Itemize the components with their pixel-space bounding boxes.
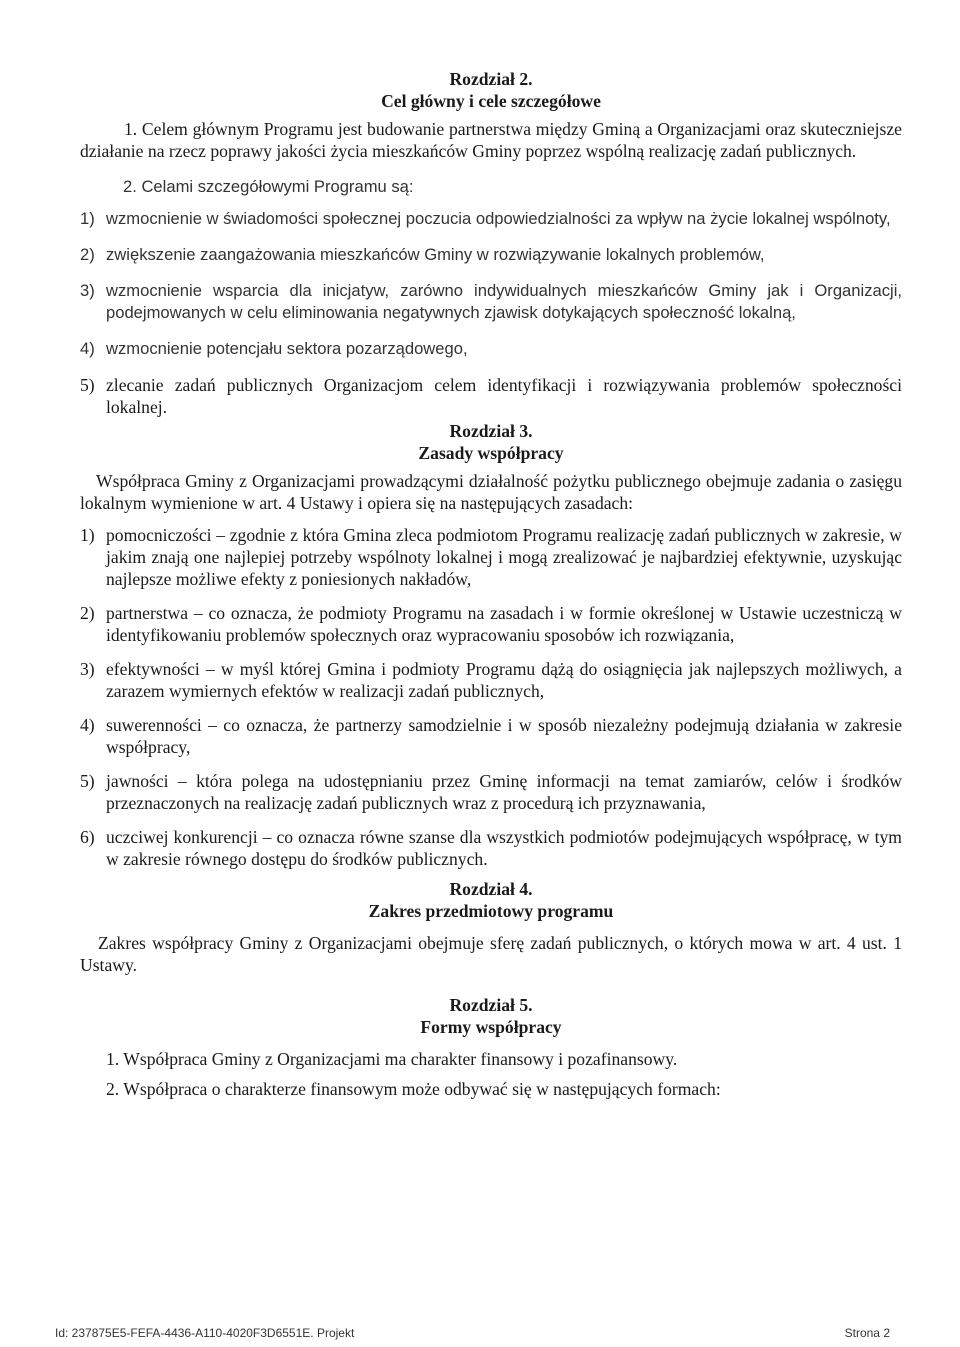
chapter-2-goals-list <box>80 208 902 418</box>
chapter-2-paragraph-1: 1. Celem głównym Programu jest budowanie partnerstwa między Gminą a Organizacjami oraz skuteczniejsze działanie na rzecz poprawy jakości życia mieszkańców Gminy poprzez wspólną realizację zadań publicznych. <box>80 119 902 161</box>
list-item-number: 3) <box>80 659 95 679</box>
list-item <box>80 374 902 418</box>
chapter-2-number: Rozdział 2. <box>449 69 533 89</box>
list-item-text: wzmocnienie w świadomości społecznej poczucia odpowiedzialności za wpływ na życie lokalnej wspólnoty, <box>106 209 891 228</box>
chapter-3-number: Rozdział 3. <box>449 421 533 441</box>
list-item-text: pomocniczości – zgodnie z która Gmina zleca podmiotom Programu realizację zadań publicznych w zakresie, w jakim znają one najlepiej potrzeby wspólnoty lokalnej i mogą zrealizować je najbardziej efektywnie, uzyskując najlepsze możliwe efekty z poniesionych nakładów, <box>106 525 902 589</box>
list-item-number: 2) <box>80 603 95 623</box>
chapter-2-heading <box>80 68 902 112</box>
list-item-number: 6) <box>80 827 95 847</box>
chapter-4-paragraph: Zakres współpracy Gminy z Organizacjami obejmuje sferę zadań publicznych, o których mowa w art. 4 ust. 1 Ustawy. <box>80 933 902 975</box>
list-item-number: 5) <box>80 771 95 791</box>
list-item-number: 4) <box>80 339 95 358</box>
list-item <box>80 770 902 814</box>
chapter-5-heading <box>80 994 902 1038</box>
list-item-text: partnerstwa – co oznacza, że podmioty Programu na zasadach i w formie określonej w Ustawie uczestniczą w identyfikowaniu problemów społecznych oraz wypracowaniu sposobów ich rozwiązania, <box>106 603 902 645</box>
chapter-3-title: Zasady współpracy <box>418 443 564 463</box>
list-item-text: zlecanie zadań publicznych Organizacjom celem identyfikacji i rozwiązywania problemów społeczności lokalnej. <box>106 375 902 417</box>
list-item-number: 1) <box>80 209 95 228</box>
chapter-5-number: Rozdział 5. <box>449 995 533 1015</box>
list-item <box>80 208 902 230</box>
list-item-text: zwiększenie zaangażowania mieszkańców Gminy w rozwiązywanie lokalnych problemów, <box>106 245 765 264</box>
list-item <box>80 826 902 870</box>
list-item-text: uczciwej konkurencji – co oznacza równe szanse dla wszystkich podmiotów podejmujących współpracę, w tym w zakresie równego dostępu do środków publicznych. <box>106 827 902 869</box>
list-item-text: wzmocnienie potencjału sektora pozarządowego, <box>106 339 468 358</box>
chapter-3-principles-list <box>80 524 902 870</box>
list-item-number: 1) <box>80 525 95 545</box>
list-item-text: jawności – która polega na udostępnianiu przez Gminę informacji na temat zamiarów, celów i środków przeznaczonych na realizację zadań publicznych wraz z procedurą ich przyznawania, <box>106 771 902 813</box>
list-item <box>80 602 902 646</box>
chapter-4-title: Zakres przedmiotowy programu <box>368 901 614 921</box>
document-body <box>80 68 902 1100</box>
chapter-4-number: Rozdział 4. <box>449 879 533 899</box>
chapter-5-paragraph-2: 2. Współpraca o charakterze finansowym może odbywać się w następujących formach: <box>106 1079 721 1099</box>
list-item-number: 2) <box>80 245 95 264</box>
list-item <box>80 280 902 324</box>
document-id: Id: 237875E5-FEFA-4436-A110-4020F3D6551E. Projekt <box>55 1326 355 1340</box>
list-item-text: wzmocnienie wsparcia dla inicjatyw, zarówno indywidualnych mieszkańców Gminy jak i Organizacji, podejmowanych w celu eliminowania negatywnych zjawisk dotykających społeczność lokalną, <box>106 281 902 322</box>
list-item <box>80 244 902 266</box>
chapter-5-paragraph-1: 1. Współpraca Gminy z Organizacjami ma charakter finansowy i pozafinansowy. <box>106 1049 678 1069</box>
page-number: Strona 2 <box>844 1326 890 1340</box>
list-item-text: efektywności – w myśl której Gmina i podmioty Programu dążą do osiągnięcia jak najlepszych możliwych, a zarazem wymiernych efektów w realizacji zadań publicznych, <box>106 659 902 701</box>
chapter-5-title: Formy współpracy <box>420 1017 562 1037</box>
list-item <box>80 714 902 758</box>
list-item <box>80 524 902 590</box>
list-item-text: suwerenności – co oznacza, że partnerzy samodzielnie i w sposób niezależny podejmują działania w zakresie współpracy, <box>106 715 902 757</box>
list-item-number: 4) <box>80 715 95 735</box>
chapter-3-intro: Współpraca Gminy z Organizacjami prowadzącymi działalność pożytku publicznego obejmuje zadania o zasięgu lokalnym wymienione w art. 4 Ustawy i opiera się na następujących zasadach: <box>80 471 902 513</box>
chapter-2-title: Cel główny i cele szczegółowe <box>381 91 601 111</box>
list-item-number: 5) <box>80 375 95 395</box>
list-item <box>80 338 902 360</box>
chapter-2-paragraph-2: 2. Celami szczegółowymi Programu są: <box>123 177 414 196</box>
list-item <box>80 658 902 702</box>
chapter-4-heading <box>80 878 902 922</box>
chapter-3-heading <box>80 420 902 464</box>
list-item-number: 3) <box>80 281 95 300</box>
